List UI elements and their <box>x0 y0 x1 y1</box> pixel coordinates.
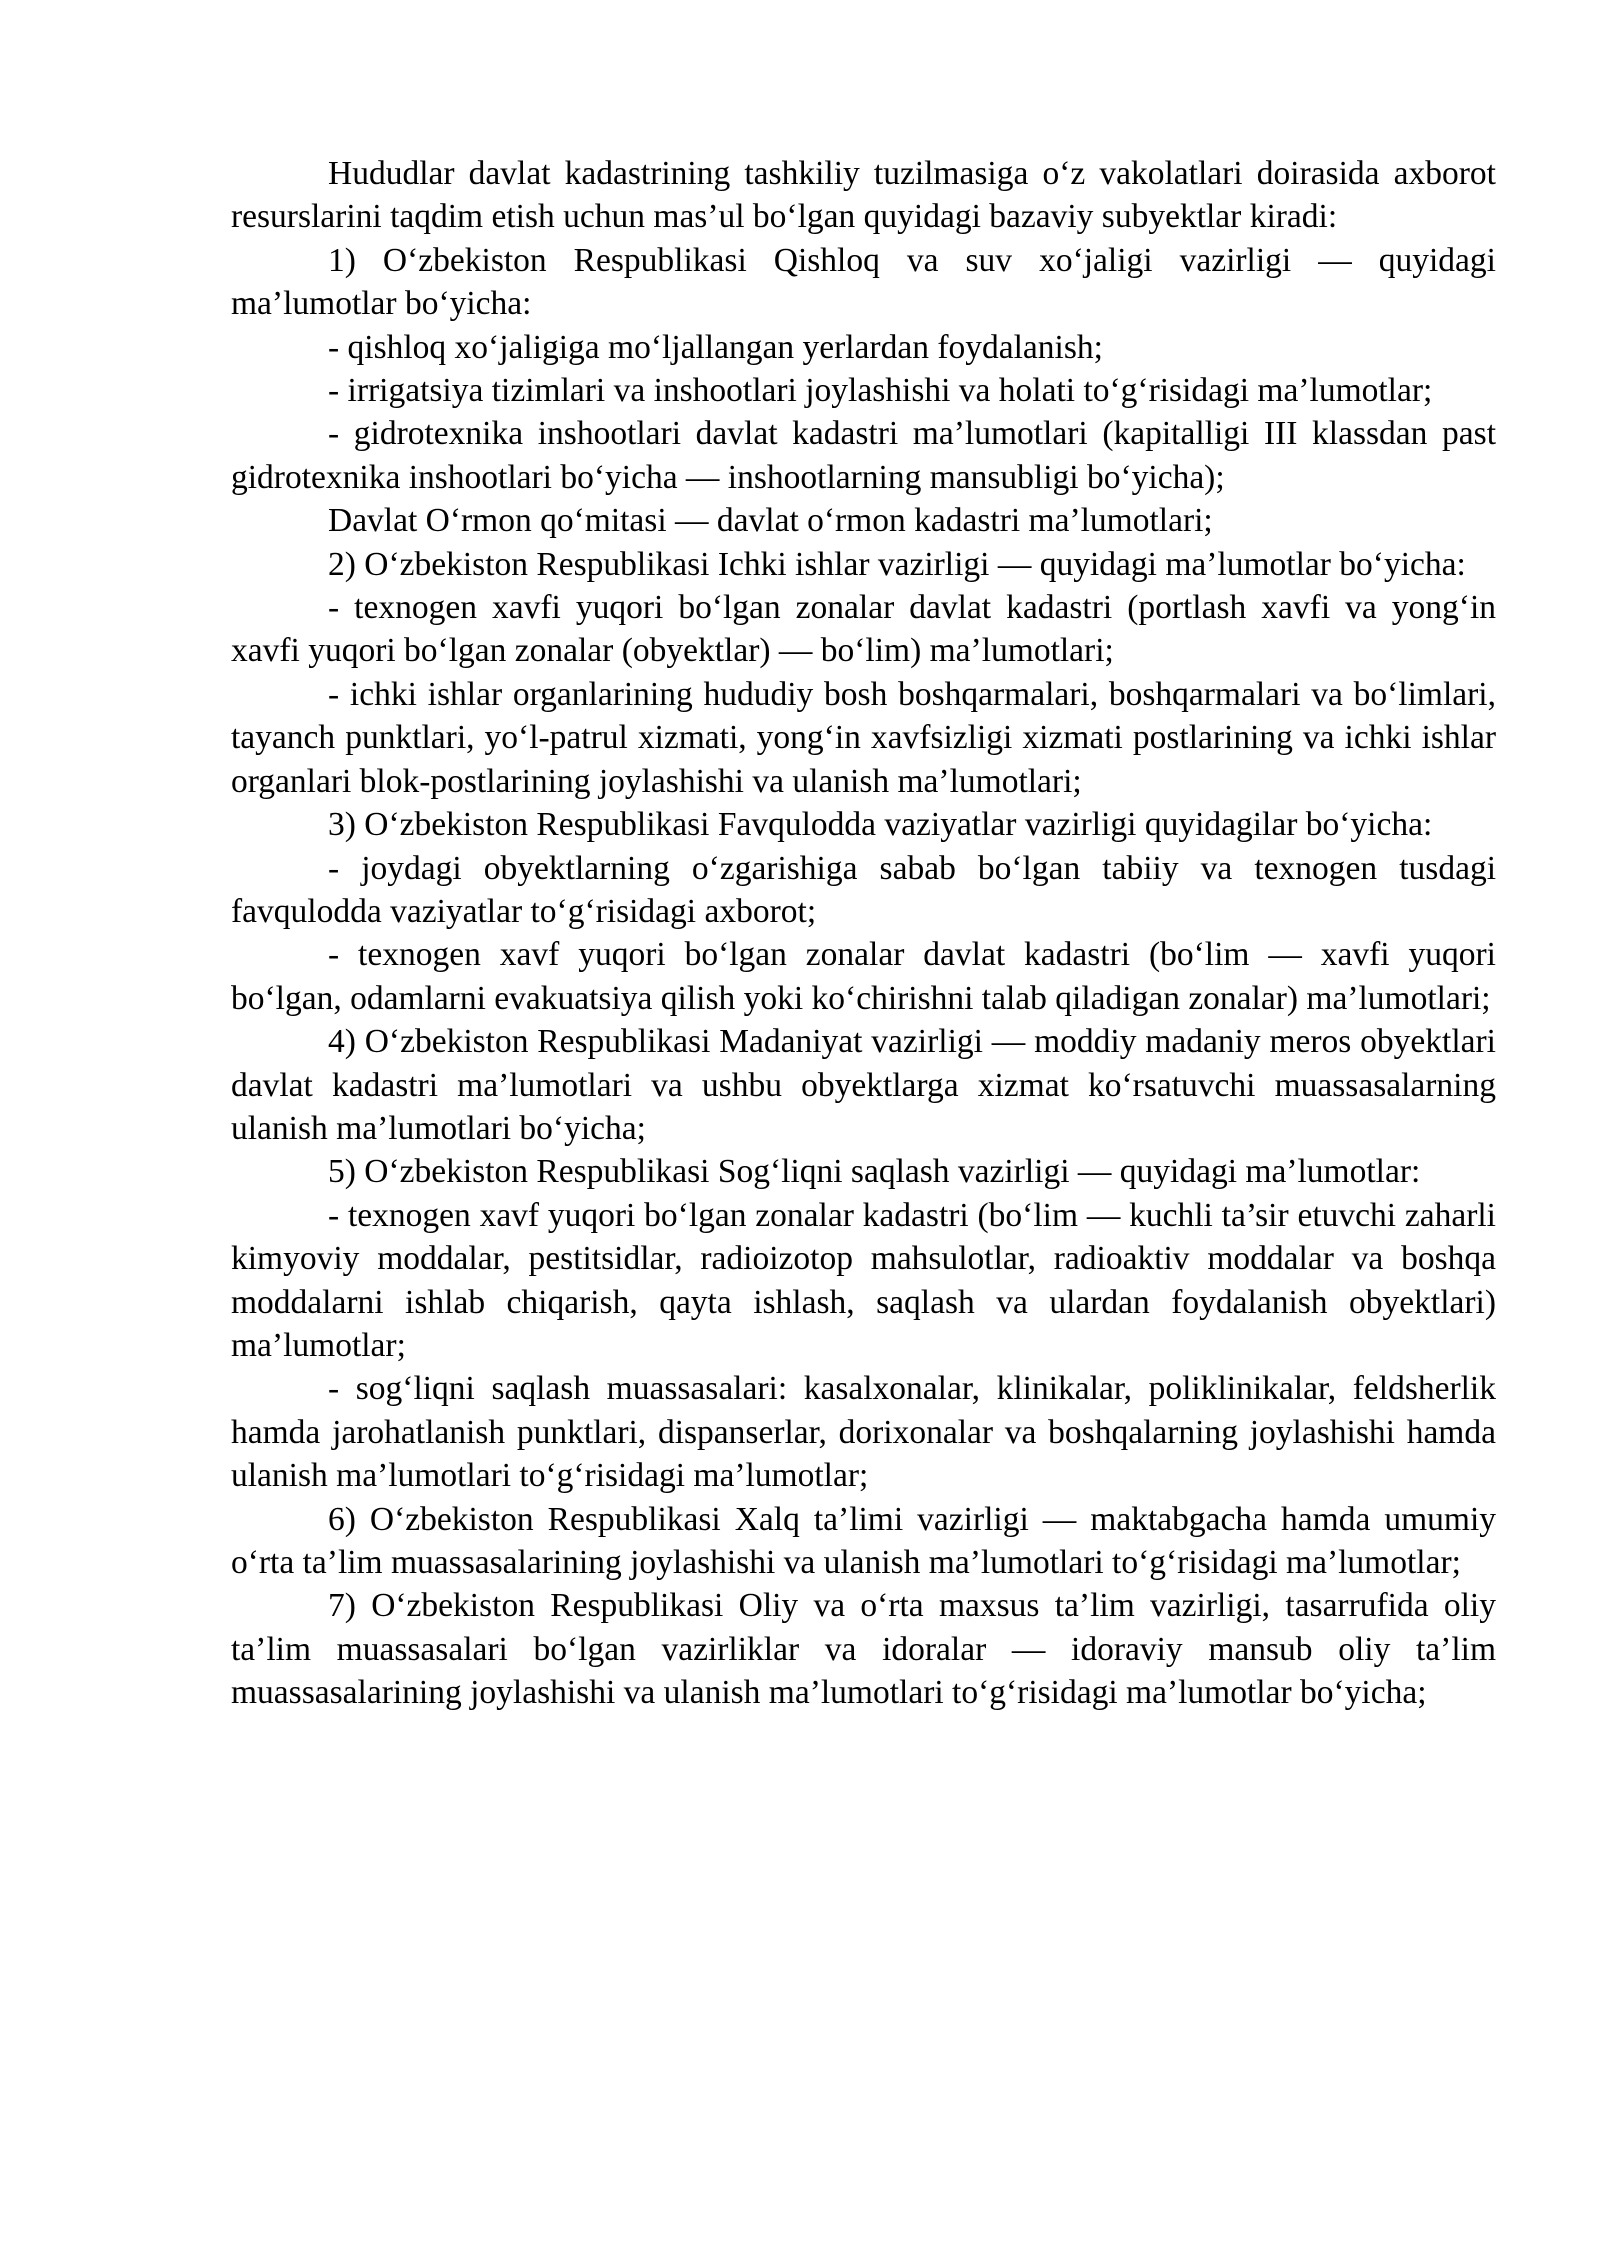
paragraph-item-1-bullet-1: - qishloq xo‘jaligiga mo‘ljallangan yerlardan foydalanish; <box>328 328 1103 366</box>
paragraph-item-2: 2) O‘zbekiston Respublikasi Ichki ishlar vazirligi — quyidagi ma’lumotlar bo‘yicha: <box>328 545 1466 583</box>
paragraph-item-1-forest: Davlat O‘rmon qo‘mitasi — davlat o‘rmon kadastri ma’lumotlari; <box>328 502 1213 540</box>
paragraph-item-1-bullet-3: - gidrotexnika inshootlari davlat kadastri ma’lumotlari (kapitalligi III klassdan past gidrotexnika inshootlari bo‘yicha — inshootlarning mansubligi bo‘yicha); <box>231 415 1496 496</box>
paragraph-item-7: 7) O‘zbekiston Respublikasi Oliy va o‘rta maxsus ta’lim vazirligi, tasarrufida oliy ta’lim muassasalari bo‘lgan vazirliklar va idoralar — idoraviy mansub oliy ta’lim muassasalarining joylashishi va ulanish ma’lumotlari to‘g‘risidagi ma’lumotlar bo‘yicha; <box>231 1587 1496 1712</box>
paragraph-item-3-bullet-1: - joydagi obyektlarning o‘zgarishiga sabab bo‘lgan tabiiy va texnogen tusdagi favqulodda vaziyatlar to‘g‘risidagi axborot; <box>231 849 1496 930</box>
paragraph-item-5: 5) O‘zbekiston Respublikasi Sog‘liqni saqlash vazirligi — quyidagi ma’lumotlar: <box>328 1153 1421 1191</box>
paragraph-item-4: 4) O‘zbekiston Respublikasi Madaniyat vazirligi — moddiy madaniy meros obyektlari davlat kadastri ma’lumotlari va ushbu obyektlarga xizmat ko‘rsatuvchi muassasalarning ulanish ma’lumotlari bo‘yicha; <box>231 1023 1496 1147</box>
document-page <box>231 152 1496 1715</box>
paragraph-item-2-bullet-2: - ichki ishlar organlarining hududiy bosh boshqarmalari, boshqarmalari va bo‘limlari, tayanch punktlari, yo‘l-patrul xizmati, yong‘in xavfsizligi xizmati postlarining va ichki ishlar organlari blok-postlarining joylashishi va ulanish ma’lumotlari; <box>231 675 1496 800</box>
paragraph-item-5-bullet-2: - sog‘liqni saqlash muassasalari: kasalxonalar, klinikalar, poliklinikalar, feldsherlik hamda jarohatlanish punktlari, dispanserlar, dorixonalar va boshqalarning joylashishi hamda ulanish ma’lumotlari to‘g‘risidagi ma’lumotlar; <box>231 1370 1496 1495</box>
paragraph-item-5-bullet-1: - texnogen xavf yuqori bo‘lgan zonalar kadastri (bo‘lim — kuchli ta’sir etuvchi zaharli kimyoviy moddalar, pestitsidlar, radioizotop mahsulotlar, radioaktiv moddalar va boshqa moddalarni ishlab chiqarish, qayta ishlash, saqlash va ulardan foydalanish obyektlari) ma’lumotlar; <box>231 1196 1496 1364</box>
paragraph-item-3: 3) O‘zbekiston Respublikasi Favqulodda vaziyatlar vazirligi quyidagilar bo‘yicha: <box>328 806 1433 844</box>
paragraph-intro: Hududlar davlat kadastrining tashkiliy tuzilmasiga o‘z vakolatlari doirasida axborot resurslarini taqdim etish uchun mas’ul bo‘lgan quyidagi bazaviy subyektlar kiradi: <box>231 155 1496 236</box>
paragraph-item-1: 1) O‘zbekiston Respublikasi Qishloq va suv xo‘jaligi vazirligi — quyidagi ma’lumotlar bo‘yicha: <box>231 241 1496 323</box>
paragraph-item-2-bullet-1: - texnogen xavfi yuqori bo‘lgan zonalar davlat kadastri (portlash xavfi va yong‘in xavfi yuqori bo‘lgan zonalar (obyektlar) — bo‘lim) ma’lumotlari; <box>231 589 1496 670</box>
paragraph-item-3-bullet-2: - texnogen xavf yuqori bo‘lgan zonalar davlat kadastri (bo‘lim — xavfi yuqori bo‘lgan, odamlarni evakuatsiya qilish yoki ko‘chirishni talab qiladigan zonalar) ma’lumotlari; <box>231 936 1496 1017</box>
paragraph-item-6: 6) O‘zbekiston Respublikasi Xalq ta’limi vazirligi — maktabgacha hamda umumiy o‘rta ta’lim muassasalarining joylashishi va ulanish ma’lumotlari to‘g‘risidagi ma’lumotlar; <box>231 1500 1496 1581</box>
paragraph-item-1-bullet-2: - irrigatsiya tizimlari va inshootlari joylashishi va holati to‘g‘risidagi ma’lumotlar; <box>328 372 1433 410</box>
